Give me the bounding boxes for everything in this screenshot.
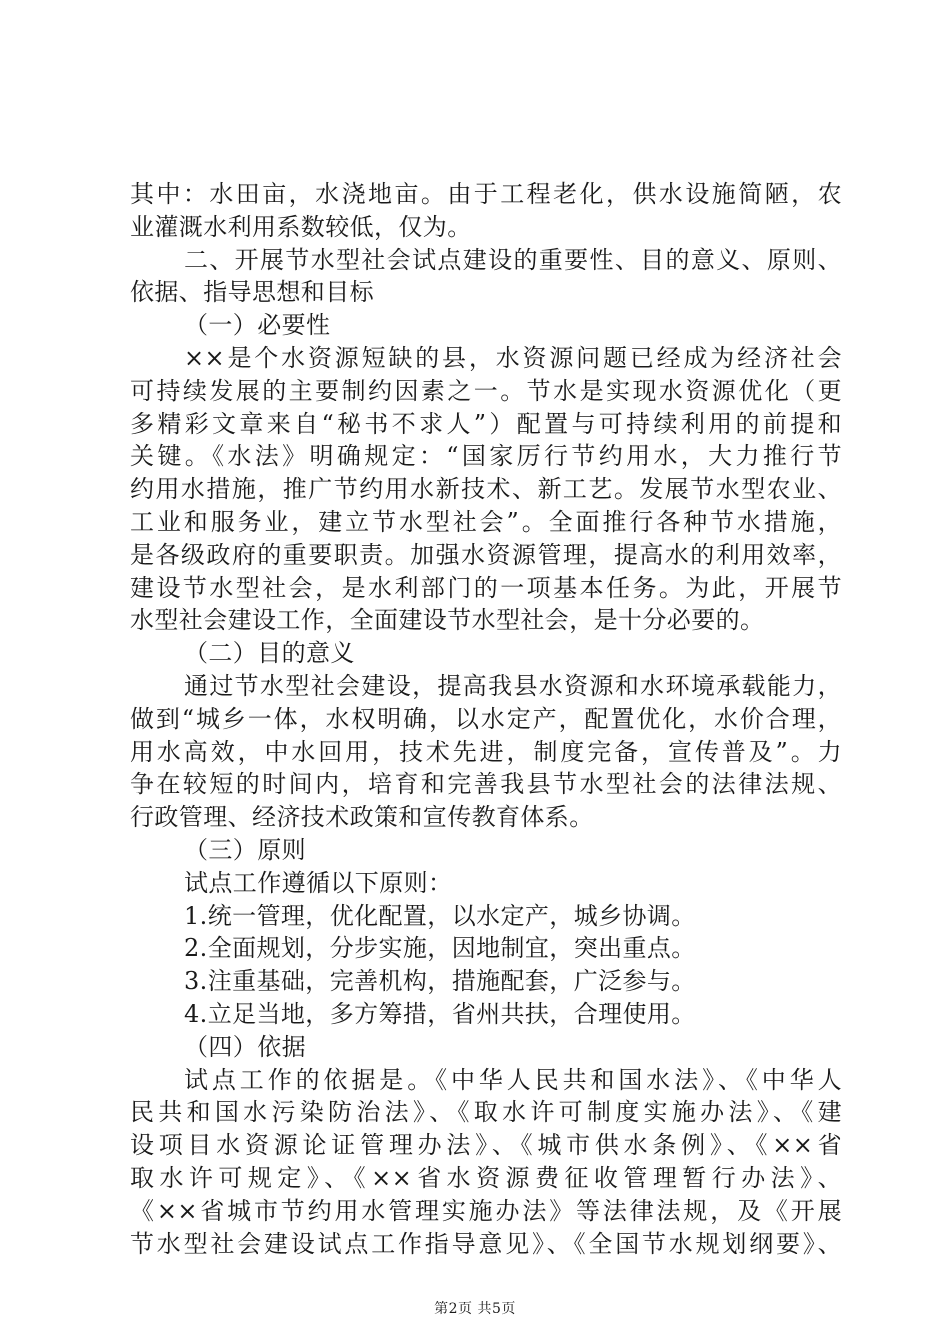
- text-line: 关键。《水法》明确规定：“国家厉行节约用水，大力推行节: [130, 442, 842, 471]
- text-line: 其中：水田亩，水浇地亩。由于工程老化，供水设施简陋，农: [130, 180, 842, 208]
- list-item: 3.注重基础，完善机构，措施配套，广泛参与。: [184, 967, 696, 996]
- text-line: 用水高效，中水回用，技术先进，制度完备，宣传普及”。力: [130, 737, 842, 766]
- text-line: 取水许可规定》、《××省水资源费征收管理暂行办法》、: [130, 1163, 842, 1192]
- text-line: 水型社会建设工作，全面建设节水型社会，是十分必要的。: [130, 606, 765, 635]
- list-item: 2.全面规划，分步实施，因地制宜，突出重点。: [184, 934, 696, 963]
- text-line: 试点工作遵循以下原则：: [184, 868, 453, 897]
- page-footer: 第2页 共5页: [434, 1301, 516, 1317]
- subsection-heading: （三）原则: [184, 835, 306, 864]
- text-line: 做到“城乡一体，水权明确，以水定产，配置优化，水价合理，: [130, 704, 842, 733]
- text-line: 通过节水型社会建设，提高我县水资源和水环境承载能力，: [184, 671, 842, 700]
- section-heading: 二、开展节水型社会试点建设的重要性、目的意义、原则、: [184, 245, 842, 274]
- list-item: 1.统一管理，优化配置，以水定产，城乡协调。: [184, 901, 696, 930]
- text-line: 节水型社会建设试点工作指导意见》、《全国节水规划纲要》、: [130, 1229, 842, 1258]
- section-heading-cont: 依据、指导思想和目标: [130, 278, 374, 307]
- text-line: 试点工作的依据是。《中华人民共和国水法》、《中华人: [184, 1065, 842, 1094]
- text-line: 建设节水型社会，是水利部门的一项基本任务。为此，开展节: [130, 573, 842, 602]
- text-line: 行政管理、经济技术政策和宣传教育体系。: [130, 803, 594, 832]
- text-line: 约用水措施，推广节约用水新技术、新工艺。发展节水型农业、: [130, 475, 842, 504]
- text-line: ××是个水资源短缺的县，水资源问题已经成为经济社会: [184, 343, 842, 372]
- subsection-heading: （二）目的意义: [184, 639, 355, 668]
- list-item: 4.立足当地，多方筹措，省州共扶，合理使用。: [184, 999, 696, 1028]
- subsection-heading: （四）依据: [184, 1032, 306, 1061]
- text-line: 《××省城市节约用水管理实施办法》等法律法规，及《开展: [130, 1196, 842, 1225]
- text-line: 业灌溉水利用系数较低，仅为。: [130, 212, 472, 241]
- text-line: 是各级政府的重要职责。加强水资源管理，提高水的利用效率，: [130, 540, 842, 569]
- text-line: 争在较短的时间内，培育和完善我县节水型社会的法律法规、: [130, 770, 842, 799]
- document-body: [130, 178, 842, 1260]
- text-line: 多精彩文章来自“秘书不求人”）配置与可持续利用的前提和: [130, 409, 842, 438]
- text-line: 设项目水资源论证管理办法》、《城市供水条例》、《××省: [130, 1131, 842, 1160]
- text-line: 工业和服务业，建立节水型社会”。全面推行各种节水措施，: [130, 507, 842, 536]
- subsection-heading: （一）必要性: [184, 311, 331, 340]
- text-line: 可持续发展的主要制约因素之一。节水是实现水资源优化（更: [130, 376, 842, 405]
- text-line: 民共和国水污染防治法》、《取水许可制度实施办法》、《建: [130, 1098, 842, 1127]
